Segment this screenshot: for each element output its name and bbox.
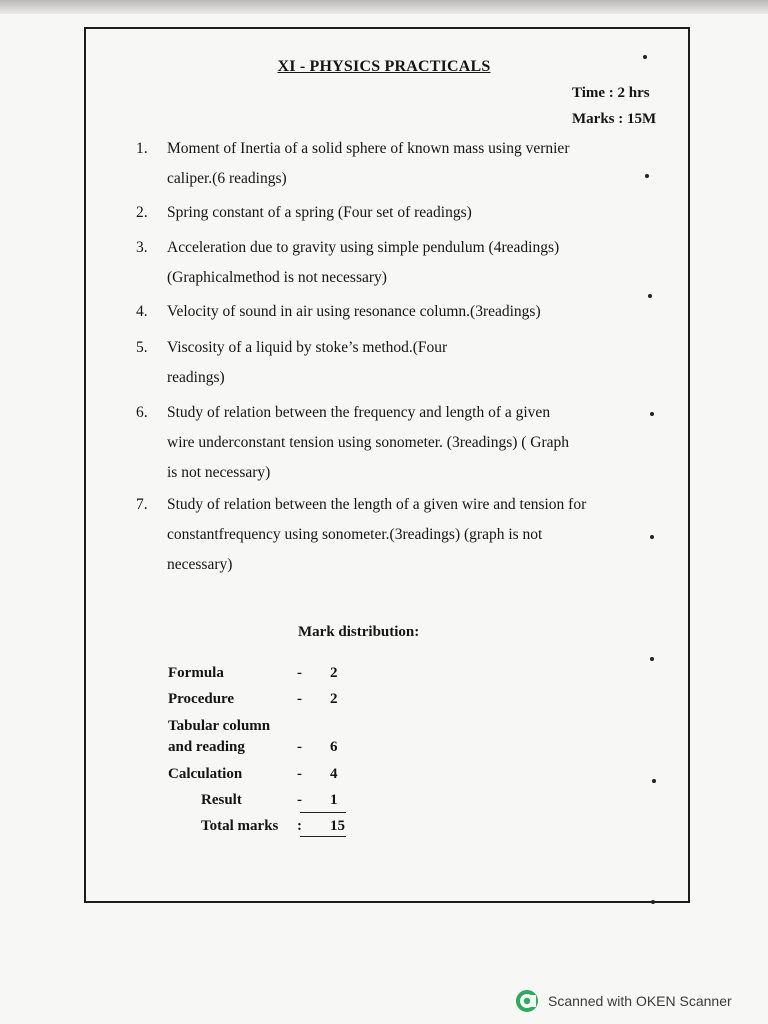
scan-speck [650, 535, 654, 539]
item-text: wire underconstant tension using sonometer. (3readings) ( Graph [167, 434, 570, 451]
scan-speck [651, 900, 655, 904]
mark-label: Tabular column [168, 718, 271, 734]
mark-separator: : [297, 818, 302, 834]
mark-separator: - [297, 665, 302, 681]
scanner-footer [516, 989, 732, 1013]
item-text: Viscosity of a liquid by stoke’s method.(Four [167, 339, 448, 356]
mark-value: 2 [330, 691, 338, 707]
page-title: XI - PHYSICS PRACTICALS [277, 58, 491, 75]
oken-scanner-logo-icon [516, 990, 538, 1012]
mark-label: Result [201, 792, 242, 808]
total-rule-bottom [300, 836, 346, 837]
mark-label: Procedure [168, 691, 235, 707]
scan-speck [650, 657, 654, 661]
mark-value: 2 [330, 665, 338, 681]
mark-separator: - [297, 766, 302, 782]
item-number: 5. [136, 339, 148, 356]
mark-value: 15 [330, 818, 345, 834]
item-text: Moment of Inertia of a solid sphere of known mass using vernier [167, 140, 570, 157]
item-text: Acceleration due to gravity using simple pendulum (4readings) [167, 239, 560, 256]
scan-speck [643, 55, 647, 59]
item-number: 1. [136, 140, 148, 157]
item-number: 6. [136, 404, 148, 421]
item-text: caliper.(6 readings) [167, 170, 287, 187]
item-number: 3. [136, 239, 148, 256]
exam-marks: Marks : 15M [572, 111, 657, 127]
item-text: readings) [167, 369, 225, 386]
scan-edge-shadow [0, 0, 768, 14]
scan-speck [648, 294, 652, 298]
scan-speck [645, 174, 649, 178]
item-text: Spring constant of a spring (Four set of readings) [167, 204, 472, 221]
scan-speck [652, 779, 656, 783]
mark-label: Calculation [168, 766, 243, 782]
item-text: Study of relation between the length of a given wire and tension for [167, 496, 587, 513]
mark-value: 4 [330, 766, 338, 782]
item-text: (Graphicalmethod is not necessary) [167, 269, 387, 286]
item-number: 4. [136, 303, 148, 320]
item-text: constantfrequency using sonometer.(3readings) (graph is not [167, 526, 543, 543]
scan-speck [650, 412, 654, 416]
mark-value: 1 [330, 792, 338, 808]
scanner-watermark-text: Scanned with OKEN Scanner [548, 993, 732, 1009]
item-text: Study of relation between the frequency and length of a given [167, 404, 551, 421]
mark-separator: - [297, 792, 302, 808]
mark-label: Total marks [201, 818, 279, 834]
item-text: Velocity of sound in air using resonance column.(3readings) [167, 303, 541, 320]
total-rule-top [300, 812, 346, 813]
mark-separator: - [297, 691, 302, 707]
item-number: 2. [136, 204, 148, 221]
mark-label: and reading [168, 739, 245, 755]
mark-label: Formula [168, 665, 224, 681]
exam-time: Time : 2 hrs [572, 85, 650, 101]
mark-value: 6 [330, 739, 338, 755]
item-text: is not necessary) [167, 464, 271, 481]
mark-distribution-title: Mark distribution: [298, 624, 420, 640]
mark-separator: - [297, 739, 302, 755]
item-text: necessary) [167, 556, 233, 573]
item-number: 7. [136, 496, 148, 513]
